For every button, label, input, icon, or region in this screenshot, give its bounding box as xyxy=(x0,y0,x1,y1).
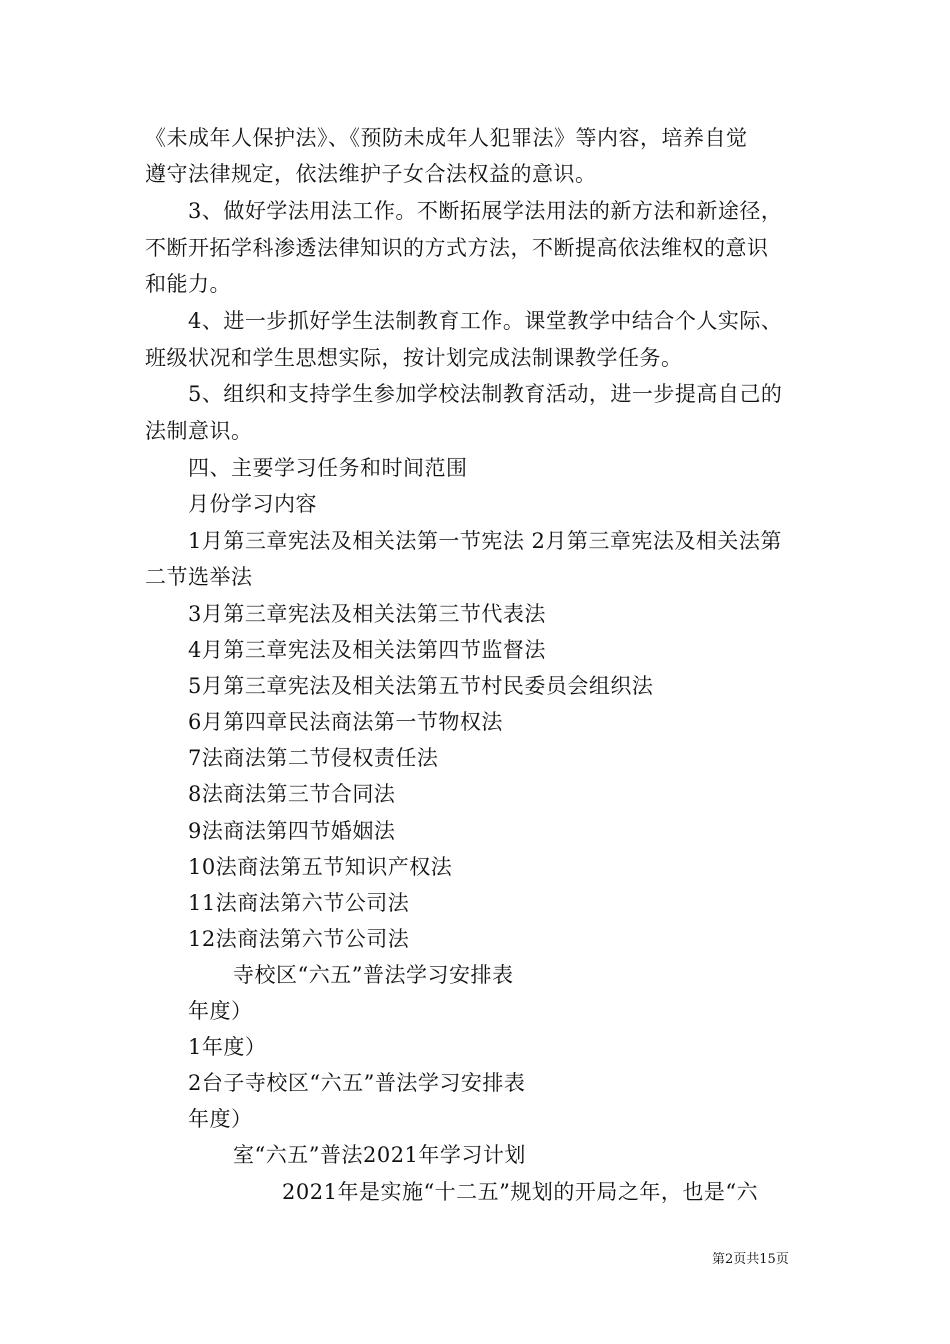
text-line-9: 法制意识。 xyxy=(145,419,253,443)
schedule-line-8: 8法商法第三节合同法 xyxy=(188,782,396,806)
plan-title: 室“六五”普法2021年学习计划 xyxy=(233,1143,526,1167)
schedule-line-9: 9法商法第四节婚姻法 xyxy=(188,819,396,843)
section-heading: 四、主要学习任务和时间范围 xyxy=(188,456,468,480)
text-line-year-3: 年度） xyxy=(188,1107,253,1131)
table-header: 月份学习内容 xyxy=(188,492,317,516)
schedule-line-10: 10法商法第五节知识产权法 xyxy=(188,855,453,879)
schedule-line-5: 5月第三章宪法及相关法第五节村民委员会组织法 xyxy=(188,674,654,698)
schedule-line-6: 6月第四章民法商法第一节物权法 xyxy=(188,710,503,734)
schedule-line-1: 1月第三章宪法及相关法第一节宪法 2月第三章宪法及相关法第 xyxy=(188,529,782,553)
schedule-line-12: 12法商法第六节公司法 xyxy=(188,927,410,951)
page-number: 第2页共15页 xyxy=(712,1252,789,1267)
text-line-6: 4、进一步抓好学生法制教育工作。课堂教学中结合个人实际、 xyxy=(188,309,783,333)
text-line-year-2: 1年度） xyxy=(188,1035,267,1059)
text-line-2: 遵守法律规定，依法维护子女合法权益的意识。 xyxy=(145,162,597,186)
text-line-8: 5、组织和支持学生参加学校法制教育活动，进一步提高自己的 xyxy=(188,382,783,406)
plan-intro: 2021年是实施“十二五”规划的开局之年，也是“六 xyxy=(282,1180,759,1204)
text-line-year-1: 年度） xyxy=(188,999,253,1023)
schedule-line-4: 4月第三章宪法及相关法第四节监督法 xyxy=(188,638,546,662)
table-title-2: 2台子寺校区“六五”普法学习安排表 xyxy=(188,1071,526,1095)
text-line-4: 不断开拓学科渗透法律知识的方式方法，不断提高依法维权的意识 xyxy=(145,236,769,260)
schedule-line-11: 11法商法第六节公司法 xyxy=(188,891,410,915)
table-title: 寺校区“六五”普法学习安排表 xyxy=(233,963,514,987)
schedule-line-2: 二节选举法 xyxy=(145,565,253,589)
schedule-line-7: 7法商法第二节侵权责任法 xyxy=(188,746,439,770)
text-line-1: 《未成年人保护法》、《预防未成年人犯罪法》等内容，培养自觉 xyxy=(145,126,748,150)
schedule-line-3: 3月第三章宪法及相关法第三节代表法 xyxy=(188,602,546,626)
text-line-3: 3、做好学法用法工作。不断拓展学法用法的新方法和新途径， xyxy=(188,199,783,223)
text-line-5: 和能力。 xyxy=(145,272,231,296)
text-line-7: 班级状况和学生思想实际，按计划完成法制课教学任务。 xyxy=(145,346,683,370)
